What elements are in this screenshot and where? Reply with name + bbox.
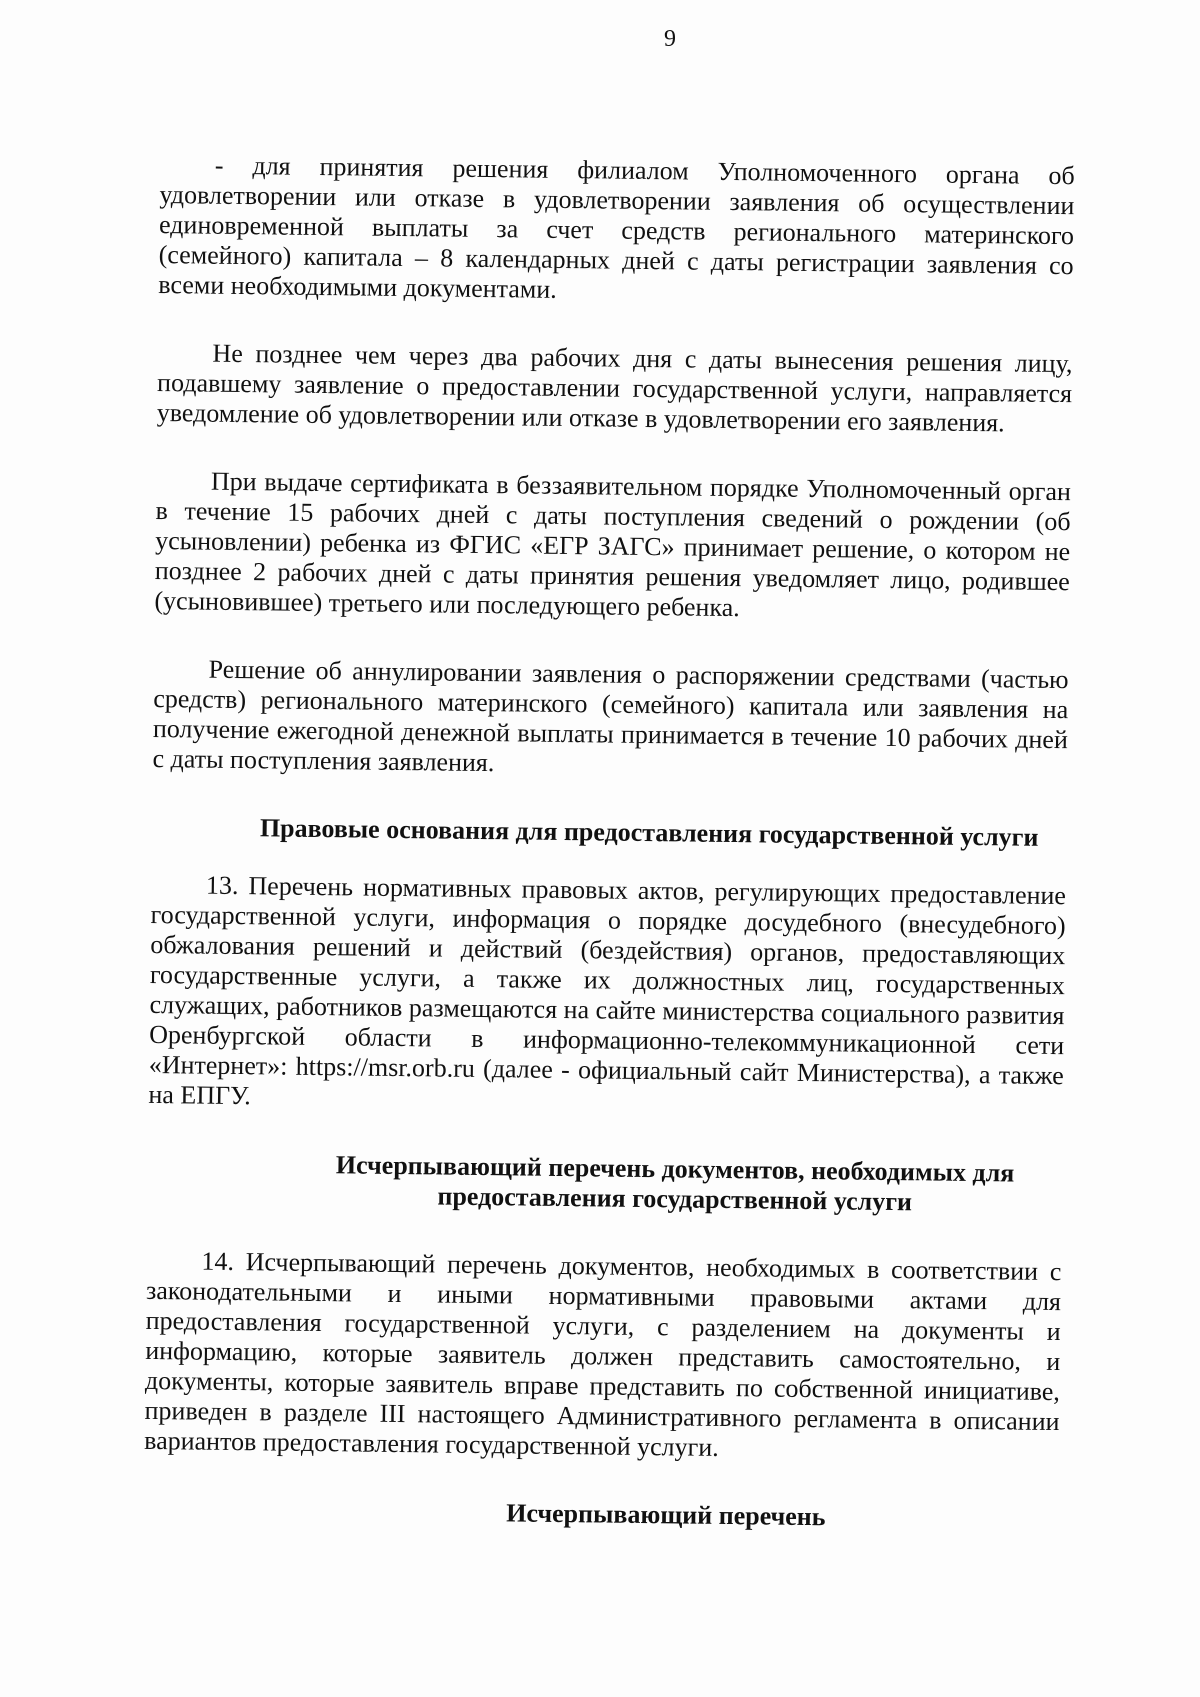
document-body [143,150,1075,1535]
paragraph-14: 14. Исчерпывающий перечень документов, необходимых в соответствии с законодательными и иными нормативными правовыми актами для предоставления государственной услуги, с разделением на документы и информацию, которые заявитель должен представить самостоятельно, и документы, которые заявитель вправе представить по собственной инициативе, приведен в разделе III настоящего Административного регламента в описании вариантов предоставления государственной услуги. [144,1246,1062,1462]
heading-documents-line-1: Исчерпывающий перечень документов, необходимых для [335,1150,1015,1188]
paragraph-notification: Не позднее чем через два рабочих дня с даты вынесения решения лицу, подавшему заявление о предоставлении государственной услуги, направляется уведомление об удовлетворении или отказе в удовлетворении его заявления. [156,338,1073,438]
heading-legal-basis: Правовые основания для предоставления государственной услуги [259,813,1039,852]
paragraph-13: 13. Перечень нормативных правовых актов, регулирующих предоставление государственной услуги, информация о порядке досудебного (внесудебного) обжалования решений и действий (бездействия) органов, предоставляющих государственные услуги, а также их должностных лиц, государственных служащих, работников размещаются на сайте министерства социального развития Оренбургской области в информационно-телекоммуникационной сети «Интернет»: https://msr.orb.ru (далее - официальный сайт Министерства), а также на ЕПГУ. [148,870,1067,1111]
heading-documents-line-2: предоставления государственной услуги [437,1181,913,1217]
paragraph-annulment: Решение об аннулировании заявления о распоряжении средствами (частью средств) регионального материнского (семейного) капитала или заявления на получение ежегодной денежной выплаты принимается в течение 10 рабочих дней с даты поступления заявления. [152,654,1069,778]
paragraph-decision-deadline: - для принятия решения филиалом Уполномоченного органа об удовлетворении или отказе в удовлетворении заявления об осуществлении единовременной выплаты за счет средств регионального материнского (семейного) капитала – 8 календарных дней с даты регистрации заявления со всеми необходимыми документами. [158,150,1075,304]
page-number: 9 [664,26,676,52]
paragraph-certificate: При выдаче сертификата в беззаявительном порядке Уполномоченный орган в течение 15 рабочих дней с даты поступления сведений о рождении (об усыновлении) ребенка из ФГИС «ЕГР ЗАГС» принимает решение, о котором не позднее 2 рабочих дней с даты принятия решения уведомляет лицо, родившее (усыновившее) третьего или последующего ребенка. [154,466,1072,623]
heading-exhaustive-list: Исчерпывающий перечень [506,1498,826,1532]
